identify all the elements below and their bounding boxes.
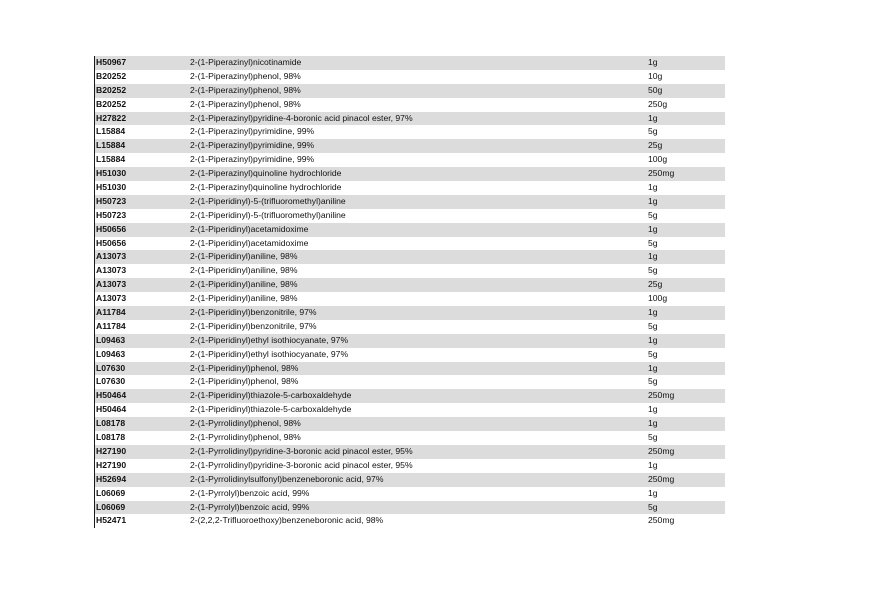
package-size: 5g [648,501,658,512]
table-row [95,250,725,264]
product-description: 2-(1-Piperazinyl)nicotinamide [190,57,302,67]
table-row [95,445,725,459]
product-description: 2-(1-Piperazinyl)quinoline hydrochloride [190,168,342,179]
product-description: 2-(1-Piperidinyl)thiazole-5-carboxaldehyde [190,390,352,401]
product-code: L06069 [96,501,126,512]
table-row [95,98,725,112]
package-size: 50g [648,84,663,95]
product-table [94,56,725,528]
table-row [95,153,725,167]
product-description: 2-(1-Piperidinyl)aniline, 98% [190,251,298,262]
package-size: 1g [648,223,658,234]
package-size: 5g [648,126,658,137]
table-row [95,181,725,195]
product-description: 2-(1-Pyrrolidinyl)pyridine-3-boronic acid pinacol ester, 95% [190,445,413,456]
product-code: A13073 [96,265,127,276]
table-row [95,264,725,278]
product-code: L08178 [96,418,126,429]
product-description: 2-(2,2,2-Trifluoroethoxy)benzeneboronic acid, 98% [190,515,384,526]
product-description: 2-(1-Pyrrolyl)benzoic acid, 99% [190,501,310,512]
table-row [95,334,725,348]
package-size: 5g [648,432,658,443]
product-code: L07630 [96,362,126,373]
product-description: 2-(1-Piperazinyl)pyrimidine, 99% [190,154,315,165]
product-description: 2-(1-Pyrrolidinyl)phenol, 98% [190,418,301,429]
product-description: 2-(1-Piperidinyl)ethyl isothiocyanate, 97% [190,334,349,345]
table-row [95,501,725,515]
product-description: 2-(1-Piperidinyl)phenol, 98% [190,376,299,387]
package-size: 250g [648,98,668,109]
table-row [95,487,725,501]
table-row [95,278,725,292]
table-row [95,84,725,98]
product-description: 2-(1-Piperidinyl)acetamidoxime [190,237,309,248]
table-row [95,375,725,389]
product-code: A13073 [96,251,127,262]
product-code: H50656 [96,237,127,248]
package-size: 10g [648,70,663,81]
product-code: H27822 [96,112,127,123]
product-description: 2-(1-Piperidinyl)phenol, 98% [190,362,299,373]
package-size: 1g [648,195,658,206]
product-code: L15884 [96,126,126,137]
product-code: A13073 [96,279,127,290]
package-size: 1g [648,404,658,415]
package-size: 5g [648,320,658,331]
table-row [95,320,725,334]
product-code: L07630 [96,376,126,387]
product-description: 2-(1-Piperidinyl)aniline, 98% [190,265,298,276]
table-row [95,70,725,84]
product-code: H50464 [96,390,127,401]
product-code: L06069 [96,487,126,498]
package-size: 1g [648,418,658,429]
table-row [95,56,725,70]
table-row [95,167,725,181]
product-code: H52694 [96,473,127,484]
product-description: 2-(1-Piperidinyl)benzonitrile, 97% [190,307,317,318]
product-code: H50656 [96,223,127,234]
package-size: 1g [648,307,658,318]
table-row [95,223,725,237]
product-description: 2-(1-Pyrrolyl)benzoic acid, 99% [190,487,310,498]
package-size: 5g [648,209,658,220]
package-size: 1g [648,57,658,67]
product-description: 2-(1-Piperazinyl)phenol, 98% [190,98,301,109]
package-size: 250mg [648,390,675,401]
package-size: 25g [648,279,663,290]
table-row [95,125,725,139]
table-row [95,348,725,362]
package-size: 100g [648,154,668,165]
product-description: 2-(1-Piperidinyl)benzonitrile, 97% [190,320,317,331]
product-code: H52471 [96,515,127,526]
product-description: 2-(1-Piperidinyl)thiazole-5-carboxaldehyde [190,404,352,415]
product-code: H51030 [96,182,127,193]
table-row [95,306,725,320]
package-size: 25g [648,140,663,151]
product-code: L08178 [96,432,126,443]
product-description: 2-(1-Piperidinyl)-5-(trifluoromethyl)aniline [190,209,346,220]
product-description: 2-(1-Pyrrolidinylsulfonyl)benzeneboronic acid, 97% [190,473,384,484]
package-size: 5g [648,376,658,387]
product-code: B20252 [96,70,127,81]
product-description: 2-(1-Piperazinyl)quinoline hydrochloride [190,182,342,193]
table-row [95,139,725,153]
product-code: L15884 [96,140,126,151]
product-description: 2-(1-Piperidinyl)acetamidoxime [190,223,309,234]
product-code: H50723 [96,209,127,220]
table-row [95,417,725,431]
package-size: 5g [648,348,658,359]
table-row [95,237,725,251]
table-row [95,209,725,223]
product-code: B20252 [96,98,127,109]
product-description: 2-(1-Piperidinyl)ethyl isothiocyanate, 97% [190,348,349,359]
package-size: 1g [648,112,658,123]
package-size: 1g [648,362,658,373]
package-size: 5g [648,237,658,248]
product-description: 2-(1-Piperazinyl)pyridine-4-boronic acid pinacol ester, 97% [190,112,413,123]
package-size: 250mg [648,445,675,456]
table-row [95,389,725,403]
product-description: 2-(1-Piperidinyl)-5-(trifluoromethyl)aniline [190,195,346,206]
product-code: A11784 [96,320,126,331]
product-description: 2-(1-Piperidinyl)aniline, 98% [190,279,298,290]
package-size: 250mg [648,515,675,526]
product-code: A13073 [96,293,127,304]
product-code: B20252 [96,84,127,95]
table-row [95,362,725,376]
product-code: H27190 [96,459,127,470]
table-row [95,459,725,473]
table-row [95,473,725,487]
product-description: 2-(1-Piperazinyl)phenol, 98% [190,84,301,95]
product-code: H27190 [96,445,127,456]
product-code: L09463 [96,348,126,359]
package-size: 1g [648,459,658,470]
table-row [95,514,725,528]
table-row [95,195,725,209]
product-description: 2-(1-Piperazinyl)pyrimidine, 99% [190,140,315,151]
product-code: L15884 [96,154,126,165]
package-size: 1g [648,251,658,262]
package-size: 1g [648,487,658,498]
table-row [95,403,725,417]
product-code: L09463 [96,334,126,345]
package-size: 250mg [648,168,675,179]
package-size: 1g [648,334,658,345]
product-code: H50723 [96,195,127,206]
product-code: H51030 [96,168,127,179]
product-description: 2-(1-Pyrrolidinyl)phenol, 98% [190,432,301,443]
product-code: H50464 [96,404,127,415]
product-description: 2-(1-Pyrrolidinyl)pyridine-3-boronic acid pinacol ester, 95% [190,459,413,470]
table-row [95,431,725,445]
product-description: 2-(1-Piperazinyl)pyrimidine, 99% [190,126,315,137]
product-code: H50967 [96,57,127,67]
table-row [95,112,725,126]
package-size: 100g [648,293,668,304]
table-row [95,292,725,306]
product-description: 2-(1-Piperazinyl)phenol, 98% [190,70,301,81]
product-description: 2-(1-Piperidinyl)aniline, 98% [190,293,298,304]
product-code: A11784 [96,307,126,318]
package-size: 1g [648,182,658,193]
package-size: 250mg [648,473,675,484]
package-size: 5g [648,265,658,276]
